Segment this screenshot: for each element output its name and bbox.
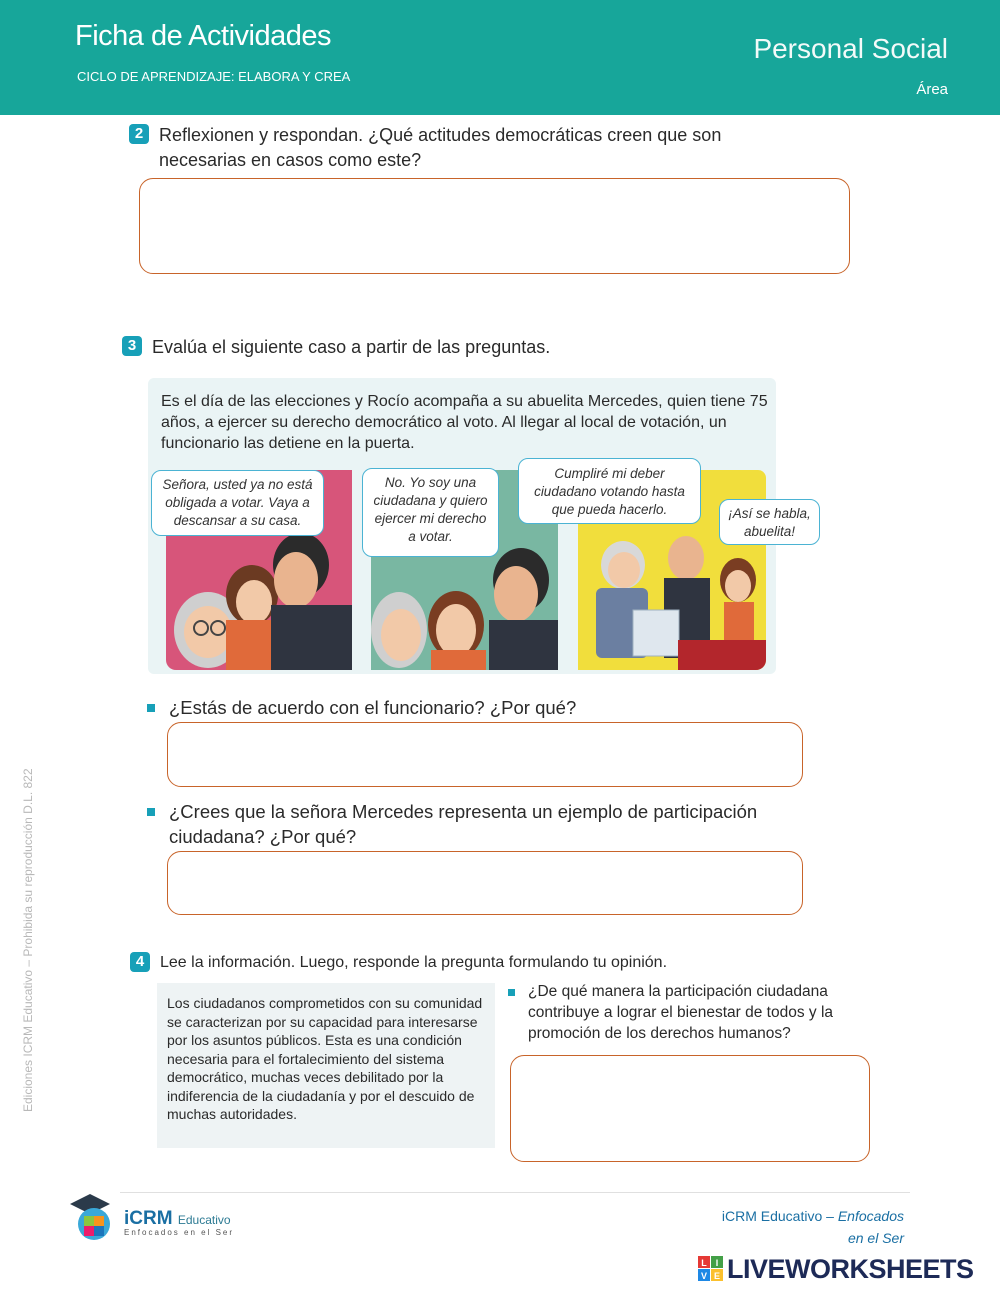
brand-tag-2: en el Ser	[847, 1230, 904, 1246]
logo-tagline: Enfocados en el Ser	[124, 1228, 235, 1237]
liveworksheets-logo	[698, 1254, 974, 1284]
speech-bubble-4: ¡Así se habla, abuelita!	[719, 499, 820, 545]
footer-divider	[120, 1192, 910, 1193]
speech-bubble-1: Señora, usted ya no está obligada a votar. Vaya a descansar a su casa.	[151, 470, 324, 536]
sheet-title: Ficha de Actividades	[75, 20, 331, 52]
icrm-logo	[66, 1190, 120, 1244]
brand-name: iCRM Educativo	[721, 1208, 823, 1224]
answer-box-q3a[interactable]	[167, 722, 803, 787]
logo-sub: Educativo	[177, 1213, 231, 1227]
case-text: Es el día de las elecciones y Rocío acompaña a su abuelita Mercedes, quien tiene 75 años, a ejercer su derecho democrático al voto. Al llegar al local de votación, un funcionario las detiene en la puerta.	[161, 393, 768, 452]
badge-letter-v: V	[700, 1271, 708, 1281]
learning-cycle: CICLO DE APRENDIZAJE: ELABORA Y CREA	[77, 69, 351, 84]
question-number-2: 2	[129, 124, 149, 144]
area-label: Área	[916, 81, 948, 98]
question-3a-text: ¿Estás de acuerdo con el funcionario? ¿Por qué?	[169, 697, 577, 718]
liveworksheets-wordmark: LIVEWORKSHEETS	[727, 1253, 974, 1284]
badge-letter-i: I	[715, 1258, 719, 1268]
speech-bubble-3: Cumpliré mi deber ciudadano votando hasta que pueda hacerlo.	[518, 458, 701, 524]
question-number-3: 3	[122, 336, 142, 356]
bullet-icon	[147, 704, 155, 712]
brand-separator: –	[822, 1208, 838, 1224]
logo-wordmark	[124, 1208, 231, 1230]
badge-letter-e: E	[713, 1271, 721, 1281]
badge-letter-l: L	[701, 1258, 707, 1268]
subject-area: Personal Social	[753, 33, 948, 64]
question-4-prompt: ¿De qué manera la participación ciudadana contribuye a lograr el bienestar de todos y la promoción de los derechos humanos?	[528, 983, 834, 1042]
bullet-icon	[147, 808, 155, 816]
question-2-text: Reflexionen y respondan. ¿Qué actitudes democráticas creen que son necesarias en casos como este?	[159, 125, 722, 170]
question-4-text: Lee la información. Luego, responde la pregunta formulando tu opinión.	[160, 954, 668, 971]
speech-bubble-2: No. Yo soy una ciudadana y quiero ejercer mi derecho a votar.	[362, 468, 499, 557]
brand-tag-1: Enfocados	[837, 1208, 904, 1224]
answer-box-q2[interactable]	[139, 178, 850, 274]
answer-box-q4[interactable]	[510, 1055, 870, 1162]
logo-name: iCRM	[124, 1208, 173, 1229]
copyright-note: Ediciones ICRM Educativo – Prohibida su reproducción D.L. 822	[21, 768, 35, 1112]
info-text: Los ciudadanos comprometidos con su comunidad se caracterizan por su capacidad para interesarse por los asuntos públicos. Esta es una condición necesaria para el fortalecimiento del sistema democrático, muchas veces debilitado por la indiferencia de la ciudadanía y por el descuido de muchas autoridades.	[167, 995, 483, 1122]
answer-box-q3b[interactable]	[167, 851, 803, 915]
question-number-4: 4	[130, 952, 150, 972]
bullet-icon	[508, 989, 515, 996]
question-3-text: Evalúa el siguiente caso a partir de las preguntas.	[152, 337, 551, 357]
liveworksheets-badge-icon	[698, 1256, 724, 1282]
page-header	[0, 0, 1000, 115]
question-3b-text: ¿Crees que la señora Mercedes representa un ejemplo de participación ciudadana? ¿Por qué?	[169, 801, 758, 847]
footer-brand	[722, 1205, 904, 1249]
graduation-cap-icon	[66, 1190, 120, 1244]
